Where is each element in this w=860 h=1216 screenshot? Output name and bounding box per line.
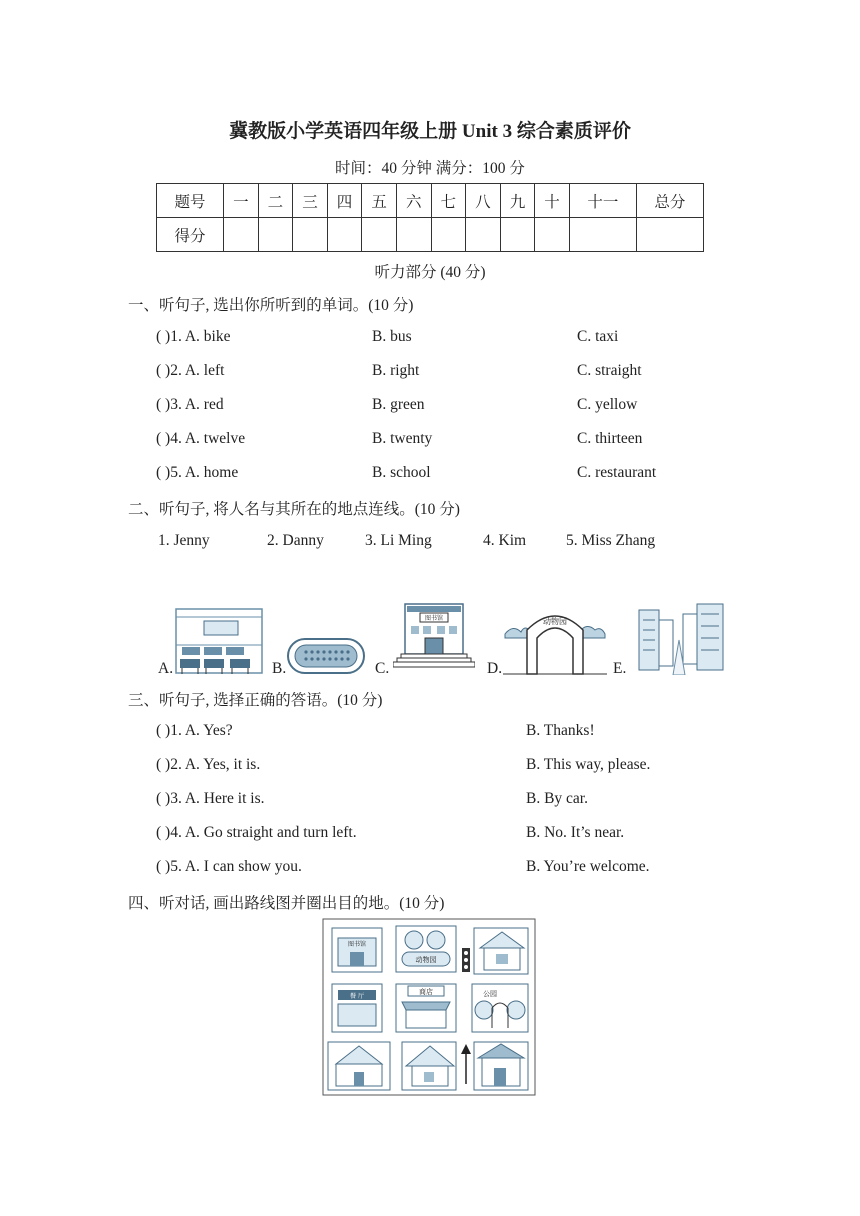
map-restaurant-sign: 餐 厅: [350, 993, 364, 1000]
score-cell: 一: [224, 184, 259, 218]
s3-q3-option-b: B. By car.: [526, 790, 588, 807]
score-cell: 十一: [569, 184, 636, 218]
score-input-cell[interactable]: [327, 218, 362, 252]
score-input-cell[interactable]: [396, 218, 431, 252]
zoo-sign-text: 动物园: [543, 617, 567, 626]
pic-label-d: D.: [487, 660, 503, 677]
score-cell: 题号: [157, 184, 224, 218]
s3-q1-option-b: B. Thanks!: [526, 722, 595, 739]
score-cell: 八: [466, 184, 501, 218]
s1-q1-option-c: C. taxi: [577, 328, 619, 345]
score-input-cell[interactable]: [466, 218, 501, 252]
street-picture: [637, 600, 727, 675]
restaurant-picture: [286, 637, 366, 675]
s1-q4-option-c: C. thirteen: [577, 430, 643, 447]
score-cell: 三: [293, 184, 328, 218]
score-table-score-row: [157, 218, 704, 252]
s3-q4-option-b: B. No. It’s near.: [526, 824, 625, 841]
s3-q4-option-a: ( )4. A. Go straight and turn left.: [156, 824, 357, 841]
score-cell: 二: [258, 184, 293, 218]
zoo-gate-picture: [503, 604, 607, 676]
page-title: 冀教版小学英语四年级上册 Unit 3 综合素质评价: [229, 121, 631, 142]
pic-label-e: E.: [613, 660, 627, 677]
library-sign-text: 图书馆: [424, 615, 444, 622]
pic-label-b: B.: [272, 660, 287, 677]
pic-label-a: A.: [158, 660, 174, 677]
name-danny: 2. Danny: [267, 532, 324, 549]
score-input-cell[interactable]: [431, 218, 466, 252]
library-picture: [393, 600, 475, 668]
score-input-cell[interactable]: [224, 218, 259, 252]
s3-q1-option-a: ( )1. A. Yes?: [156, 722, 233, 739]
s3-q3-option-a: ( )3. A. Here it is.: [156, 790, 265, 807]
section-2-heading: 二、听句子, 将人名与其所在的地点连线。(10 分): [128, 501, 460, 518]
score-cell: 五: [362, 184, 397, 218]
name-kim: 4. Kim: [483, 532, 527, 549]
s1-q4-option-b: B. twenty: [372, 430, 433, 447]
section-1-heading: 一、听句子, 选出你所听到的单词。(10 分): [128, 297, 414, 314]
score-input-cell[interactable]: [258, 218, 293, 252]
score-input-cell[interactable]: [636, 218, 703, 252]
name-miss-zhang: 5. Miss Zhang: [566, 532, 656, 549]
score-row-label: 得分: [157, 218, 224, 252]
s1-q2-option-b: B. right: [372, 362, 420, 379]
score-table: [156, 183, 704, 252]
score-cell: 四: [327, 184, 362, 218]
s3-q5-option-b: B. You’re welcome.: [526, 858, 650, 875]
listening-heading: 听力部分 (40 分): [374, 264, 486, 281]
score-table-header-row: [157, 184, 704, 218]
pic-label-c: C.: [375, 660, 390, 677]
s1-q2-option-a: ( )2. A. left: [156, 362, 225, 379]
s1-q3-option-b: B. green: [372, 396, 425, 413]
s1-q5-option-c: C. restaurant: [577, 464, 657, 481]
map-shop-sign: 商店: [419, 988, 433, 996]
name-li-ming: 3. Li Ming: [365, 532, 432, 549]
s1-q1-option-b: B. bus: [372, 328, 412, 345]
s3-q2-option-a: ( )2. A. Yes, it is.: [156, 756, 261, 773]
score-input-cell[interactable]: [535, 218, 570, 252]
s1-q2-option-c: C. straight: [577, 362, 642, 379]
s1-q5-option-a: ( )5. A. home: [156, 464, 239, 481]
s1-q1-option-a: ( )1. A. bike: [156, 328, 231, 345]
classroom-picture: [174, 607, 264, 675]
name-jenny: 1. Jenny: [158, 532, 210, 549]
s1-q3-option-c: C. yellow: [577, 396, 638, 413]
s1-q3-option-a: ( )3. A. red: [156, 396, 224, 413]
score-input-cell[interactable]: [500, 218, 535, 252]
s1-q5-option-b: B. school: [372, 464, 431, 481]
score-cell: 九: [500, 184, 535, 218]
score-input-cell[interactable]: [293, 218, 328, 252]
score-cell: 总分: [636, 184, 703, 218]
section-4-heading: 四、听对话, 画出路线图并圈出目的地。(10 分): [128, 895, 445, 912]
map-zoo-sign: 动物园: [415, 956, 437, 964]
score-cell: 六: [396, 184, 431, 218]
s3-q2-option-b: B. This way, please.: [526, 756, 651, 773]
map-park-sign: 公园: [483, 990, 497, 998]
map-library-sign: 图书馆: [347, 941, 367, 948]
route-map: [322, 918, 536, 1096]
s3-q5-option-a: ( )5. A. I can show you.: [156, 858, 302, 875]
s1-q4-option-a: ( )4. A. twelve: [156, 430, 246, 447]
score-cell: 七: [431, 184, 466, 218]
score-input-cell[interactable]: [569, 218, 636, 252]
exam-time-score: 时间：40 分钟 满分：100 分: [335, 160, 525, 177]
score-input-cell[interactable]: [362, 218, 397, 252]
score-cell: 十: [535, 184, 570, 218]
section-3-heading: 三、听句子, 选择正确的答语。(10 分): [128, 692, 383, 709]
